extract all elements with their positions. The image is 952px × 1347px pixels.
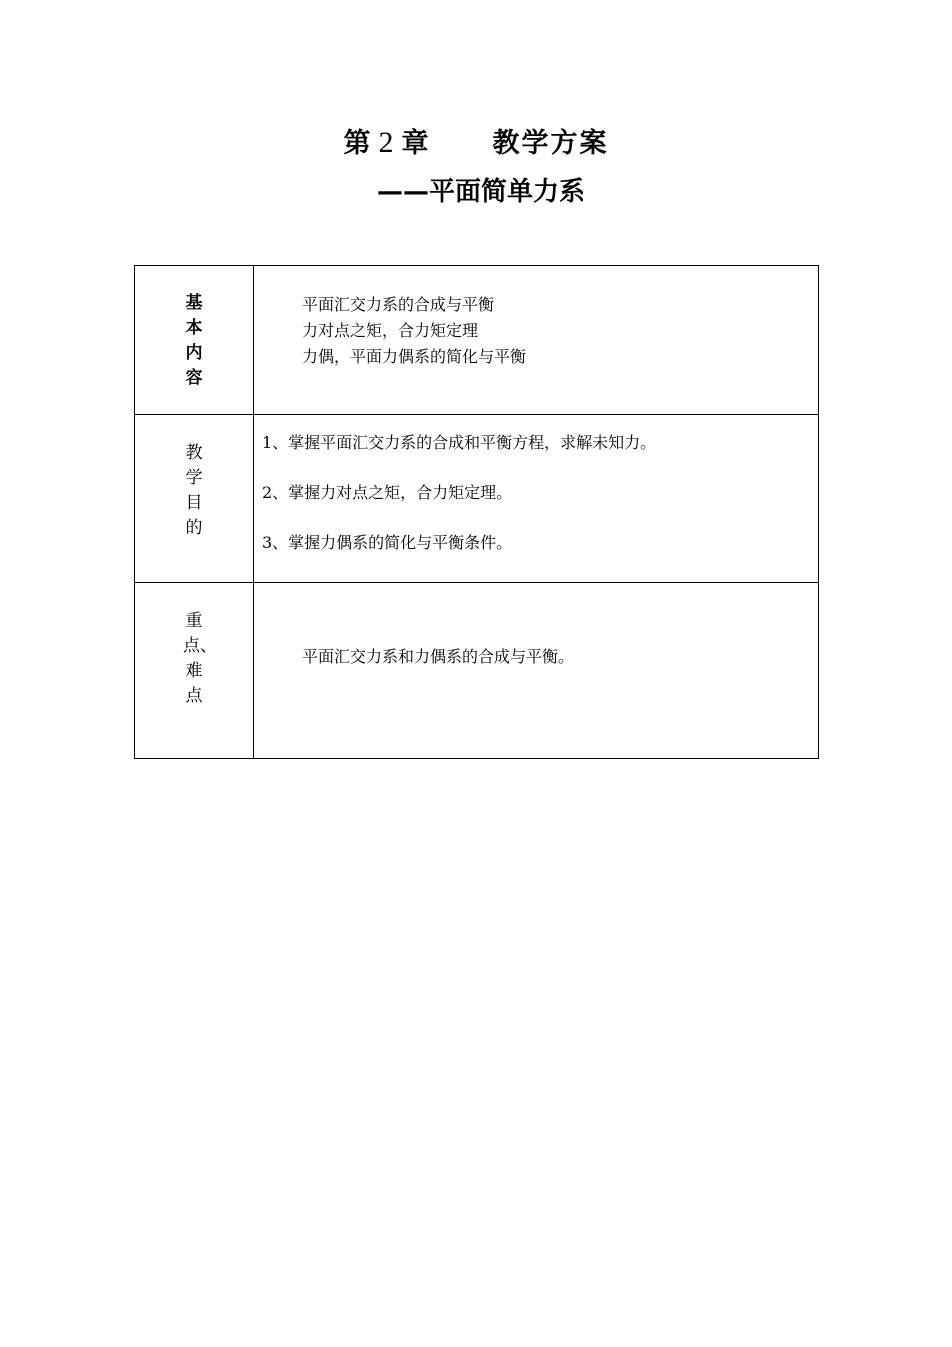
content-line: 力对点之矩，合力矩定理 [302,321,479,340]
key-point-line: 平面汇交力系和力偶系的合成与平衡。 [302,647,575,666]
row-body-cell [254,583,819,759]
page-title [0,124,952,163]
row-label-cell [135,415,254,583]
row-label: 教学目的 [185,443,203,538]
table-row-key-points [135,583,819,759]
row-label: 重点、难点 [183,611,217,706]
title-name: 教学方案 [492,128,609,159]
page-subtitle: ——平面简单力系 [376,177,585,207]
chapter-number: 2 [378,126,396,159]
title-prefix: 第 [343,128,373,159]
table-row-basic-content [135,266,819,415]
goal-line: 3、掌握力偶系的简化与平衡条件。 [262,533,513,552]
row-body-cell [254,266,819,415]
table-row-teaching-goals [135,415,819,583]
goal-line: 1、掌握平面汇交力系的合成和平衡方程，求解未知力。 [262,433,657,452]
row-label-cell [135,266,254,415]
title-suffix: 章 [401,128,431,159]
content-line: 力偶，平面力偶系的简化与平衡 [302,347,527,366]
teaching-plan-table [134,265,819,759]
row-label: 基本内容 [185,293,203,388]
row-label-cell [135,583,254,759]
goal-line: 2、掌握力对点之矩，合力矩定理。 [262,483,513,502]
row-body-cell [254,415,819,583]
content-line: 平面汇交力系的合成与平衡 [302,295,495,314]
